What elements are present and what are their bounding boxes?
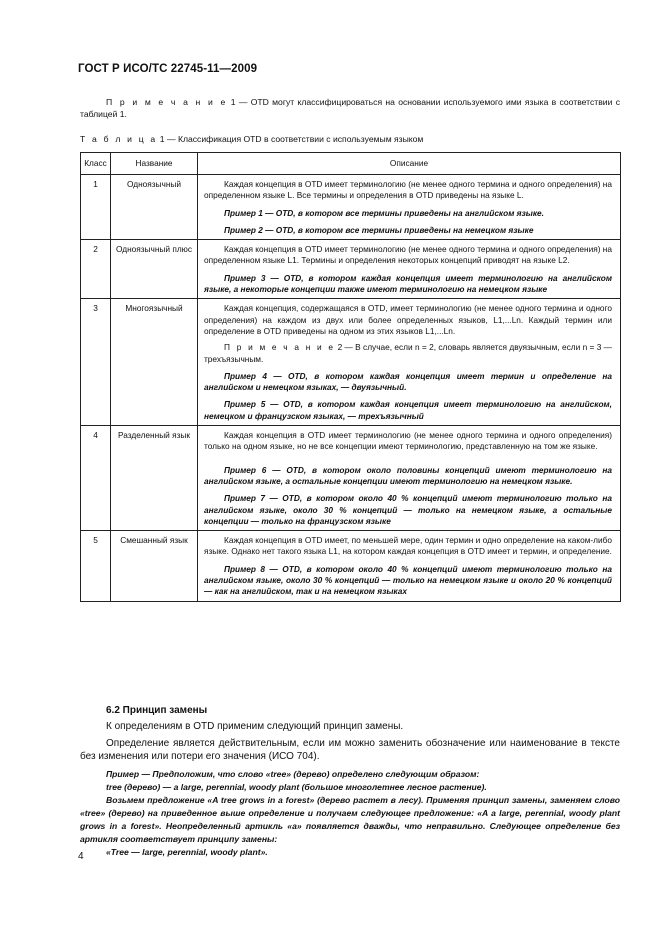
row-example: Пример 8 — OTD, в котором около 40 % концепций имеют терминологию только на английском языке, около 30 % концепций — только на немецком языке и около 20 % концепций — как на английском, так и на немецком языках [204, 563, 612, 597]
row-name: Одноязычный [111, 175, 198, 240]
row-note [204, 342, 612, 365]
row-description [198, 426, 621, 531]
note-1 [80, 96, 620, 120]
row-description [198, 531, 621, 601]
section-example: «Tree — large, perennial, woody plant». [106, 846, 268, 857]
header-description: Описание [198, 153, 621, 175]
header-name: Название [111, 153, 198, 175]
row-example: Пример 7 — OTD, в котором около 40 % концепций имеют терминологию только на английском языке, около 30 % концепций — только на немецком языке, а остальные концепции — только на французском языке [204, 493, 612, 526]
table-row [81, 240, 621, 299]
section-example: Возьмем предложение «A tree grows in a forest» (дерево растет в лесу). Применяя принцип замены, заменяем слово «tree» (дерево) на приведенное выше определение и получаем следующее предложение: «A a large, perennial, woody plant grows in a forest». Неопределенный артикль «a» появляется дважды, что неправильно. Следующее определение без артикля соответствует принципу замены: [80, 794, 620, 844]
row-class-number: 5 [81, 531, 111, 601]
table-row [81, 175, 621, 240]
row-class-number: 1 [81, 175, 111, 240]
table-caption [80, 134, 423, 144]
row-description-text: Каждая концепция в OTD имеет терминологию (не менее одного термина и одного определения) на определенном языке L. Все термины и определения в OTD приведены на языке L. [204, 179, 612, 201]
row-description-text: Каждая концепция в OTD имеет, по меньшей мере, один термин и одно определение на каком-либо языке. Однако нет такого языка L1, на котором каждая концепция в OTD имеет и термин, и определение. [204, 535, 612, 557]
row-note-label: П р и м е ч а н и е [224, 342, 336, 353]
table-header-row [81, 153, 621, 175]
classification-table [80, 152, 621, 602]
section-paragraph: Определение является действительным, если им можно заменить обозначение или наименование в тексте без изменения или потери его значения (ИСО 704). [80, 737, 620, 763]
row-description-text: Каждая концепция в OTD имеет терминологию (не менее одного термина и одного определения) на определенном языке L1. Термины и определения некоторых концепций приводят на языке L2. [204, 244, 612, 266]
table-row [81, 426, 621, 531]
row-class-number: 4 [81, 426, 111, 531]
row-name: Одноязычный плюс [111, 240, 198, 299]
section-substitution-principle [80, 704, 620, 859]
table-caption-text: 1 — Классификация OTD в соответствии с используемым языком [157, 134, 424, 144]
row-note-text: 2 — В случае, если n = 2, словарь является двуязычным, если n = 3 — трехъязычным. [204, 342, 612, 364]
row-example: Пример 4 — OTD, в котором каждая концепция имеет термин и определение на английском и немецком языках, — двуязычный. [204, 370, 612, 393]
note-1-text: 1 — OTD могут классифицироваться на основании используемого ими языка в соответствии с таблицей 1. [80, 97, 620, 119]
row-example: Пример 6 — OTD, в котором около половины концепций имеют терминологию на английском языке, а остальные концепции имеют терминологию на немецком языке. [204, 464, 612, 486]
row-example: Пример 1 — OTD, в котором все термины приведены на английском языке. [224, 207, 544, 218]
note-1-label: П р и м е ч а н и е [106, 97, 228, 107]
section-title: 6.2 Принцип замены [106, 705, 208, 716]
row-class-number: 2 [81, 240, 111, 299]
row-description [198, 175, 621, 240]
table-row [81, 531, 621, 601]
section-example: Пример — Предположим, что слово «tree» (дерево) определено следующим образом: [106, 768, 480, 779]
header-class: Класс [81, 153, 111, 175]
table-row [81, 299, 621, 426]
row-name: Смешанный язык [111, 531, 198, 601]
table-caption-label: Т а б л и ц а [80, 134, 158, 144]
row-name: Многоязычный [111, 299, 198, 426]
row-description-text: Каждая концепция, содержащаяся в OTD, имеет терминологию (не менее одного термина и одного определения) на каждом из двух или более определенных языков, L1,...Ln. Каждый термин или определение в OTD приведены на одном из этих языков L1,...Ln. [204, 303, 612, 336]
row-class-number: 3 [81, 299, 111, 426]
row-example: Пример 2 — OTD, в котором все термины приведены на немецком языке [224, 224, 534, 235]
page-number: 4 [78, 851, 84, 862]
row-description [198, 240, 621, 299]
document-header: ГОСТ Р ИСО/ТС 22745-11—2009 [78, 63, 258, 75]
row-description-text: Каждая концепция в OTD имеет терминологию (не менее одного термина и одного определения) только на одном языке, но не все концепции имеют терминологию, представленную на том же языке. [204, 430, 612, 452]
row-description [198, 299, 621, 426]
row-example: Пример 3 — OTD, в котором каждая концепция имеет терминологию на английском языке, а некоторые концепции также имеют терминологию на немецком языке [204, 272, 612, 295]
row-name: Разделенный язык [111, 426, 198, 531]
section-paragraph: К определениям в OTD применим следующий принцип замены. [106, 721, 404, 733]
section-example: tree (дерево) — a large, perennial, woody plant (большое многолетнее лесное растение). [106, 781, 487, 792]
row-example: Пример 5 — OTD, в котором каждая концепция имеет терминологию на английском, немецком и французском языках, — трехъязычный [204, 399, 612, 421]
